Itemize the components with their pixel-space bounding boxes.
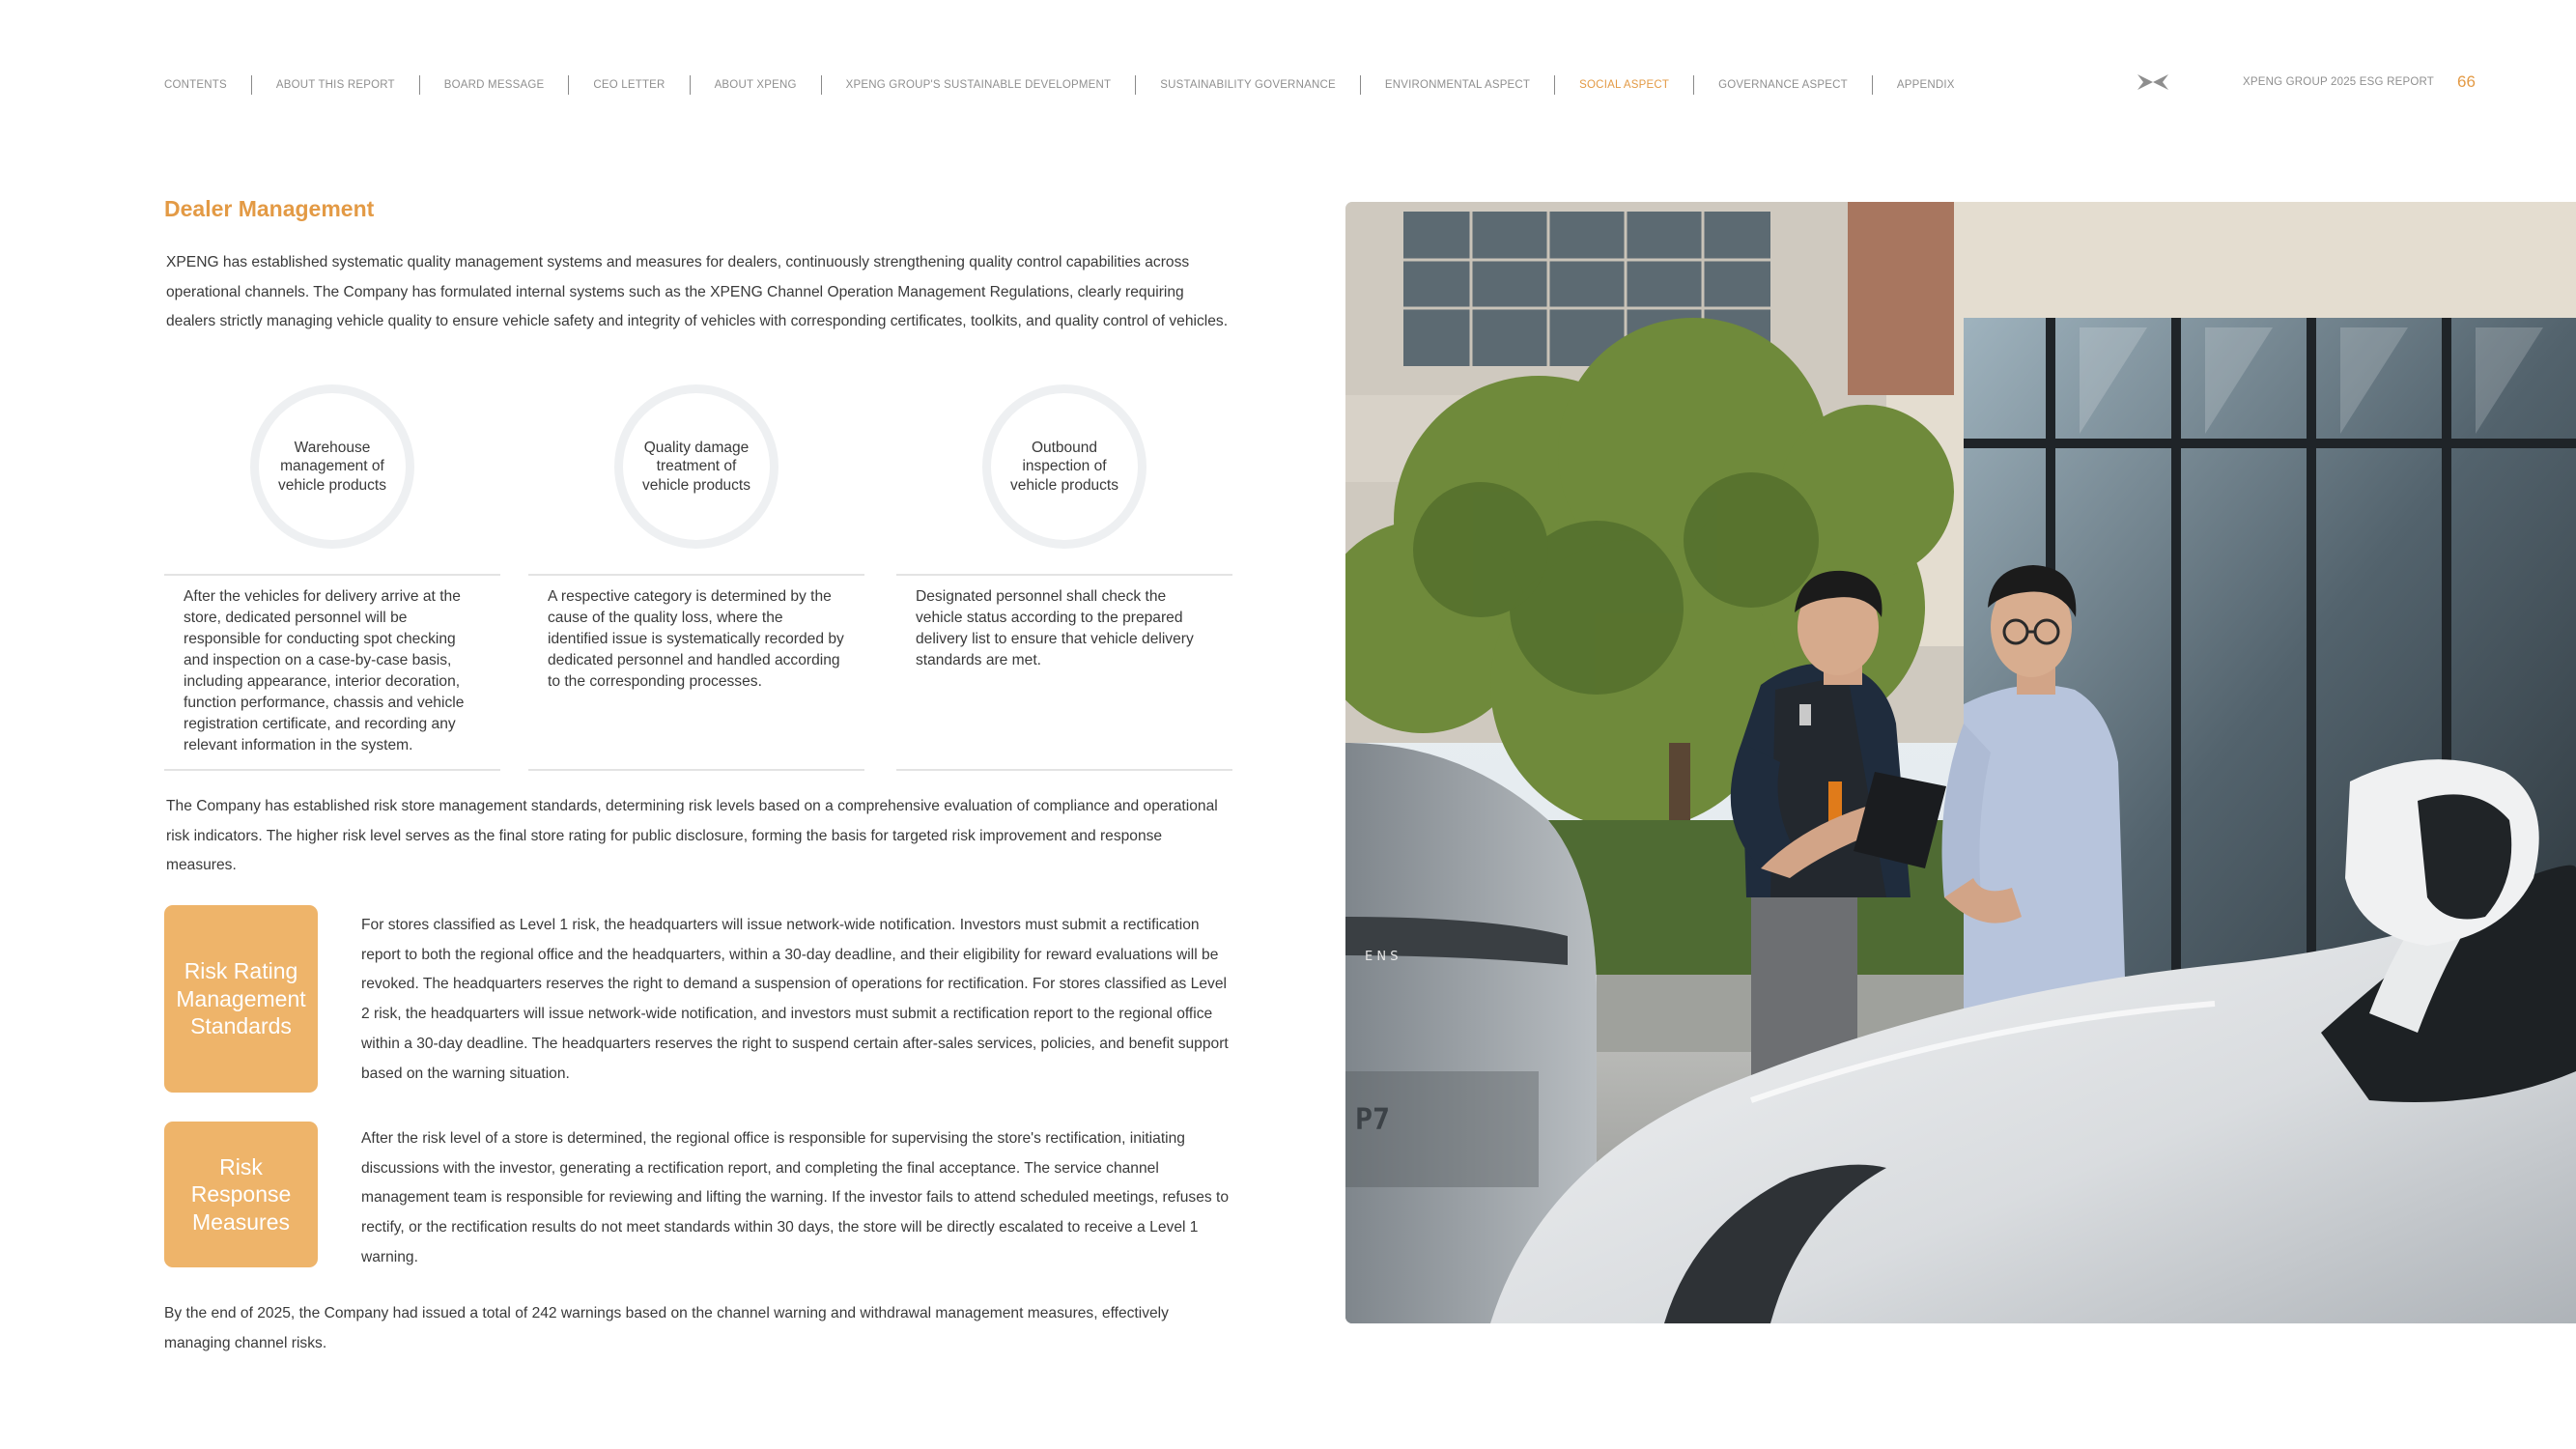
step-description: Designated personnel shall check the vehicle status according to the prepared delivery list to ensure that vehicle delivery standards are met. bbox=[916, 588, 1194, 668]
section-title: Dealer Management bbox=[164, 196, 375, 221]
nav-item-sustainability-governance[interactable]: SUSTAINABILITY GOVERNANCE bbox=[1135, 75, 1360, 95]
page-number: 66 bbox=[2457, 72, 2476, 91]
divider bbox=[528, 769, 864, 771]
step-warehouse-management bbox=[164, 384, 500, 773]
step-outbound-inspection bbox=[896, 384, 1232, 773]
divider bbox=[528, 574, 864, 576]
nav-item-sustainable-development[interactable]: XPENG GROUP'S SUSTAINABLE DEVELOPMENT bbox=[821, 75, 1136, 95]
risk-response-measures-box bbox=[164, 1122, 318, 1267]
top-navigation bbox=[164, 73, 1979, 97]
nav-item-board-message[interactable]: BOARD MESSAGE bbox=[419, 75, 569, 95]
step-circle bbox=[982, 384, 1146, 549]
step-description: A respective category is determined by the cause of the quality loss, where the identified issue is systematically recorded by dedicated personnel and handled according to the corresponding processes. bbox=[548, 588, 844, 690]
car-badge-text: P7 bbox=[1355, 1103, 1391, 1137]
report-name: XPENG GROUP 2025 ESG REPORT bbox=[2243, 76, 2434, 88]
risk-response-measures-text: After the risk level of a store is determined, the regional office is responsible for supervising the store's rectification, initiating discussions with the investor, generating a rectification report, and completing the final acceptance. The service channel management team is responsible for reviewing and lifting the warning. If the investor fails to attend scheduled meetings, refuses to rectify, or the rectification results do not meet standards within 30 days, the store will be directly escalated to receive a Level 1 warning. bbox=[361, 1130, 1229, 1265]
step-circle bbox=[250, 384, 414, 549]
step-description: After the vehicles for delivery arrive at the store, dedicated personnel will be responsible for conducting spot checking and inspection on a case-by-case basis, including appearance, interior decoration, function performance, chassis and vehicle registration certificate, and recording any relevant information in the system. bbox=[184, 588, 465, 753]
step-circle-label: Outbound inspection of vehicle products bbox=[1009, 439, 1118, 494]
step-circle-label: Quality damage treatment of vehicle products bbox=[641, 439, 750, 494]
dealer-photo-illustration bbox=[1345, 202, 2576, 1323]
risk-rating-standards-box bbox=[164, 905, 318, 1093]
step-circle-label: Warehouse management of vehicle products bbox=[277, 439, 386, 494]
nav-item-environmental-aspect[interactable]: ENVIRONMENTAL ASPECT bbox=[1360, 75, 1554, 95]
divider bbox=[896, 574, 1232, 576]
step-circle bbox=[614, 384, 778, 549]
conclusion-paragraph: By the end of 2025, the Company had issued a total of 242 warnings based on the channel warning and withdrawal management measures, effectively managing channel risks. bbox=[164, 1305, 1169, 1351]
xpeng-logo-icon[interactable] bbox=[2137, 71, 2169, 93]
nav-item-social-aspect[interactable]: SOCIAL ASPECT bbox=[1554, 75, 1693, 95]
risk-rating-standards-text: For stores classified as Level 1 risk, the headquarters will issue network-wide notification. Investors must submit a rectification report to both the regional office and the headquarters, within a 30-day deadline, and their eligibility for reward evaluations will be revoked. The headquarters reserves the right to demand a suspension of operations for rectification. For stores classified as Level 2 risk, the headquarters will issue network-wide notification, and investors must submit a rectification report to the regional office within a 30-day deadline. The headquarters reserves the right to suspend certain after-sales services, policies, and benefit support based on the warning situation. bbox=[361, 917, 1229, 1082]
divider bbox=[896, 769, 1232, 771]
divider bbox=[164, 769, 500, 771]
intro-paragraph: XPENG has established systematic quality management systems and measures for dealers, continuously strengthening quality control capabilities across operational channels. The Company has formulated internal systems such as the XPENG Channel Operation Management Regulations, clearly requiring dealers strictly managing vehicle quality to ensure vehicle safety and integrity of vehicles with corresponding certificates, toolkits, and quality control of vehicles. bbox=[166, 254, 1229, 330]
measure-label: Risk Rating Management Standards bbox=[176, 958, 306, 1039]
dealer-photo bbox=[1345, 202, 2576, 1323]
nav-item-contents[interactable]: CONTENTS bbox=[164, 79, 227, 91]
nav-item-about-xpeng[interactable]: ABOUT XPENG bbox=[690, 75, 821, 95]
nav-item-about-this-report[interactable]: ABOUT THIS REPORT bbox=[251, 75, 419, 95]
divider bbox=[164, 574, 500, 576]
step-quality-damage-treatment bbox=[528, 384, 864, 773]
car-lettering-text: E N S bbox=[1365, 950, 1399, 964]
nav-item-appendix[interactable]: APPENDIX bbox=[1872, 75, 1979, 95]
nav-item-ceo-letter[interactable]: CEO LETTER bbox=[568, 75, 689, 95]
nav-item-governance-aspect[interactable]: GOVERNANCE ASPECT bbox=[1693, 75, 1872, 95]
measure-label: Risk Response Measures bbox=[190, 1153, 292, 1235]
risk-intro-paragraph: The Company has established risk store management standards, determining risk levels based on a comprehensive evaluation of compliance and operational risk indicators. The higher risk level serves as the final store rating for public disclosure, forming the basis for targeted risk improvement and response measures. bbox=[166, 798, 1218, 874]
